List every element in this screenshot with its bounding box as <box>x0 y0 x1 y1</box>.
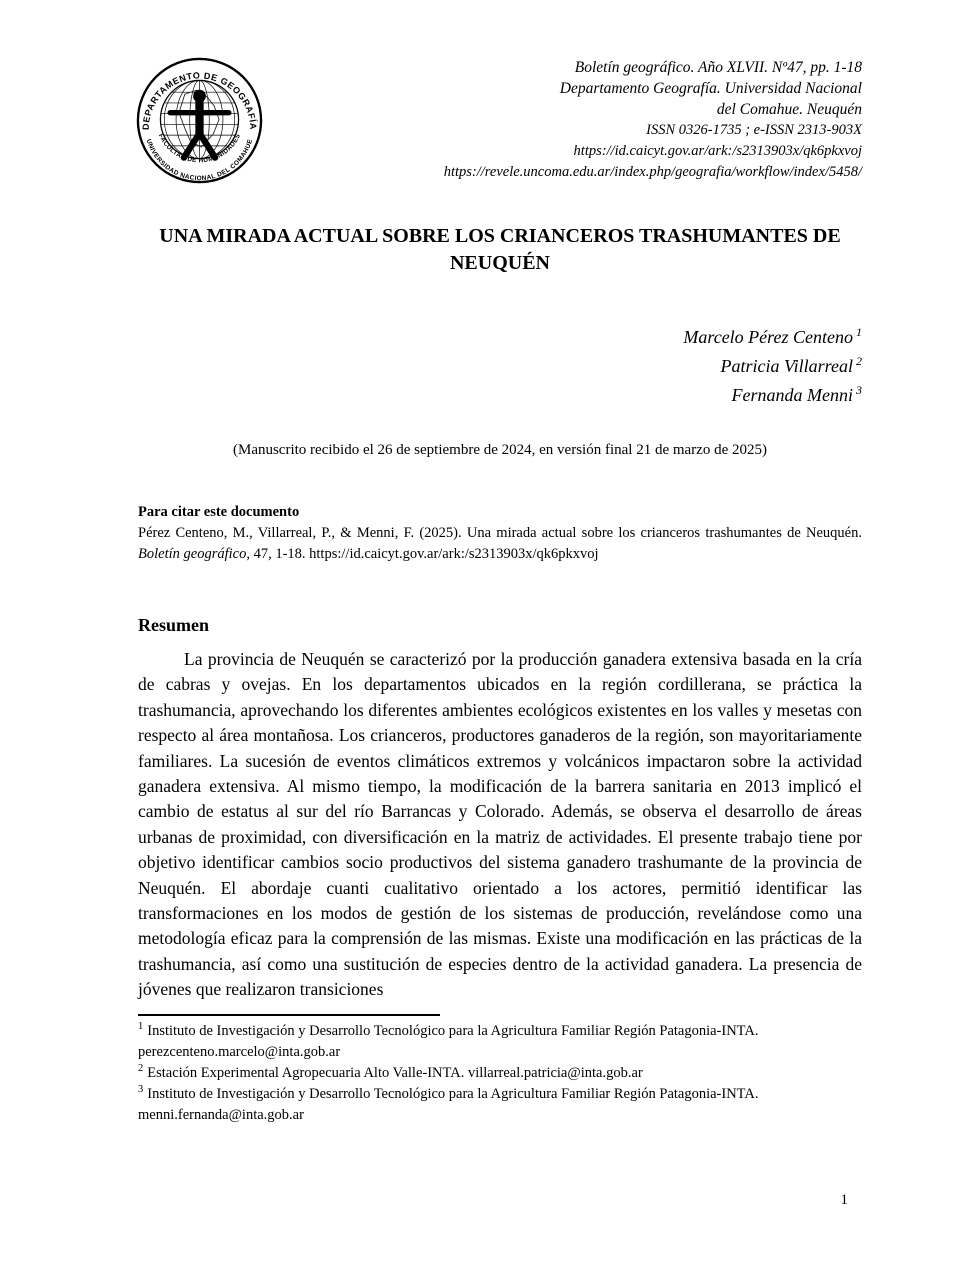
journal-workflow-url: https://revele.uncoma.edu.ar/index.php/geografia/workflow/index/5458/ <box>443 164 862 180</box>
university-seal-logo <box>136 57 263 184</box>
footnote-text: Instituto de Investigación y Desarrollo Tecnológico para la Agricultura Familiar Región Patagonia-INTA. menni.fernanda@inta.gob.ar <box>138 1085 759 1123</box>
footnote-number: 3 <box>138 1083 144 1095</box>
citation-heading: Para citar este documento <box>138 504 300 520</box>
journal-department-line: Departamento Geografía. Universidad Nacional <box>559 80 862 97</box>
journal-title-line: Boletín geográfico. Año XLVII. Nº47, pp. 1-18 <box>574 59 862 76</box>
citation-text <box>138 523 862 565</box>
page-content <box>138 0 862 1126</box>
footnote-number: 2 <box>138 1062 144 1074</box>
author-name: Fernanda Menni <box>731 385 853 405</box>
author-line <box>138 381 862 410</box>
abstract-paragraph: La provincia de Neuquén se caracterizó por la producción ganadera extensiva basada en la cría de cabras y ovejas. En los departamentos ubicados en la región cordillerana, se práctica la trashumancia, aprovechando los diferentes ambientes ecológicos existentes en los valles y mesetas con respecto al área montañosa. Los crianceros, productores ganaderos de la región, son mayoritariamente familiares. La sucesión de eventos climáticos extremos y volcánicos impactaron sobre la actividad ganadera extensiva. Al mismo tiempo, la modificación de la barrera sanitaria en 2013 implicó el cambio de estatus al sur del río Barrancas y Colorado. Además, se observa el desarrollo de áreas urbanas de proximidad, con diversificación en la matriz de actividades. El presente trabajo tiene por objetivo identificar cambios socio productivos del sistema ganadero trashumante de la provincia de Neuquén. El abordaje cuanti cualitativo orientado a los actores, permitió identificar las transformaciones en los modos de gestión de los sistemas de producción, revelándose como una metodología eficaz para la comprensión de las mismas. Existe una modificación en las prácticas de la trashumancia, así como una sustitución de especies dentro de la actividad ganadera. La presencia de jóvenes que realizaron transiciones <box>138 649 862 1000</box>
footnote-number: 1 <box>138 1020 144 1032</box>
article-title: UNA MIRADA ACTUAL SOBRE LOS CRIANCEROS TRASHUMANTES DE NEUQUÉN <box>159 225 841 274</box>
author-line <box>138 352 862 381</box>
author-footnote-ref: 1 <box>856 325 862 339</box>
footnote <box>138 1063 862 1084</box>
authors-block <box>138 323 862 410</box>
author-name: Marcelo Pérez Centeno <box>683 327 853 347</box>
author-line <box>138 323 862 352</box>
author-footnote-ref: 2 <box>856 354 862 368</box>
page-number: 1 <box>840 1192 848 1208</box>
author-footnote-ref: 3 <box>856 383 862 397</box>
citation-part2: , 47, 1-18. https://id.caicyt.gov.ar/ark:/s2313903x/qk6pkxvoj <box>246 546 599 562</box>
footnote-text: Instituto de Investigación y Desarrollo Tecnológico para la Agricultura Familiar Región Patagonia-INTA. perezcenteno.marcelo@inta.gob.ar <box>138 1022 759 1060</box>
seal-bottom-inner-text: FACULTAD DE HUMANIDADES <box>156 132 243 165</box>
journal-issn-line: ISSN 0326-1735 ; e-ISSN 2313-903X <box>646 122 862 138</box>
citation-journal-name: Boletín geográfico <box>138 546 247 562</box>
citation-block <box>138 502 862 565</box>
citation-part1: Pérez Centeno, M., Villarreal, P., & Menni, F. (2025). Una mirada actual sobre los crianceros trashumantes de Neuquén. <box>138 525 862 541</box>
journal-institution-line: del Comahue. Neuquén <box>716 101 862 118</box>
footnote <box>138 1021 862 1063</box>
footnote-divider <box>138 1014 440 1016</box>
manuscript-received-note: (Manuscrito recibido el 26 de septiembre de 2024, en versión final 21 de marzo de 2025) <box>232 442 767 458</box>
footnote <box>138 1084 862 1126</box>
footnote-text: Estación Experimental Agropecuaria Alto Valle-INTA. villarreal.patricia@inta.gob.ar <box>147 1064 643 1081</box>
footnotes-block <box>138 1021 862 1126</box>
author-name: Patricia Villarreal <box>720 356 853 376</box>
page-header <box>138 57 862 190</box>
seal-bottom-outer-text: UNIVERSIDAD NACIONAL DEL COMAHUE <box>144 138 255 183</box>
seal-top-text: DEPARTAMENTO DE GEOGRAFÍA <box>140 70 259 131</box>
abstract-heading: Resumen <box>138 615 209 635</box>
journal-ark-url: https://id.caicyt.gov.ar/ark:/s2313903x/qk6pkxvoj <box>573 143 862 159</box>
